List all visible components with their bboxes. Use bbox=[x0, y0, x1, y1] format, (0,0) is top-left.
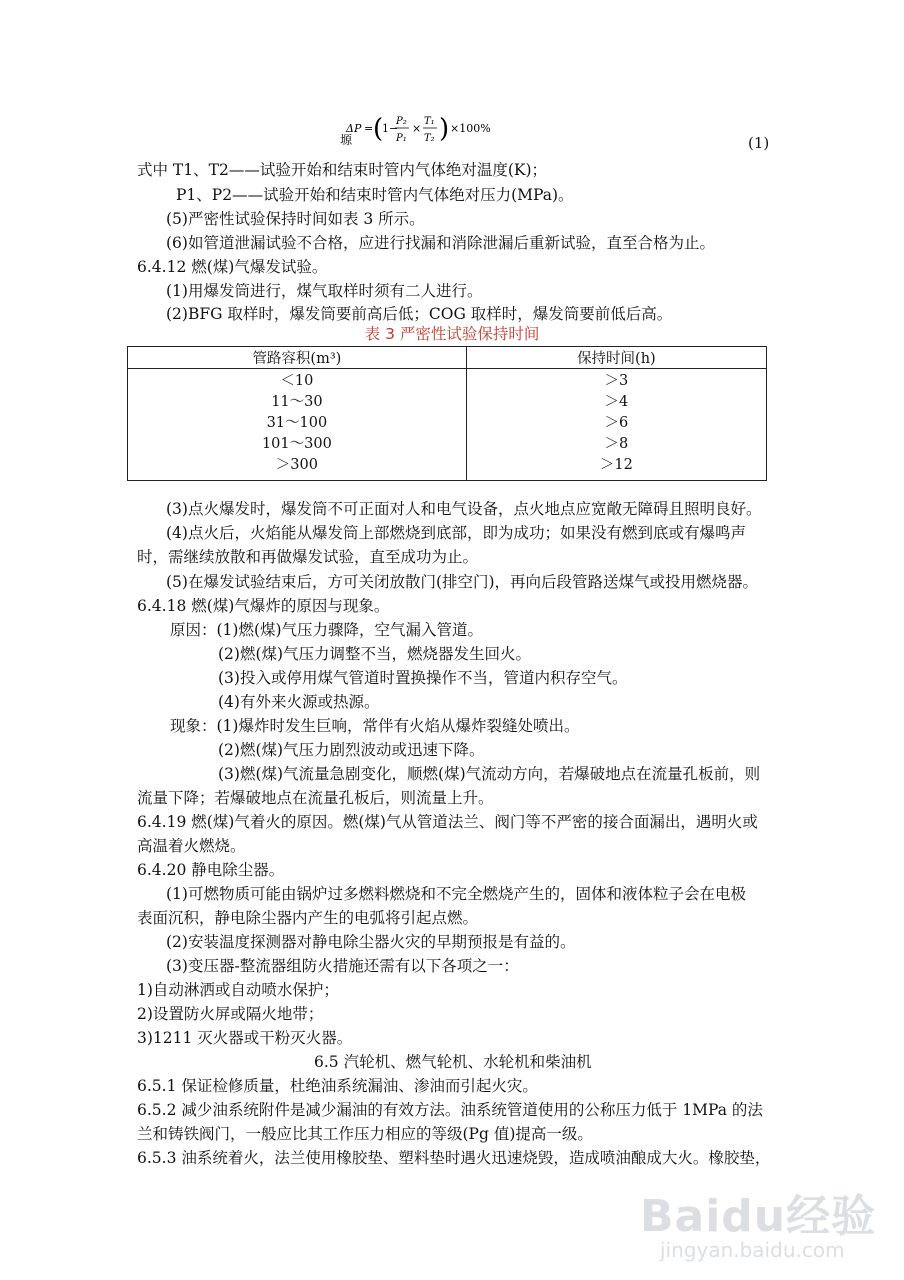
phenomenon-3-line-2: 流量下降；若爆破地点在流量孔板后，则流量上升。 bbox=[137, 789, 494, 807]
svg-text:T₁: T₁ bbox=[424, 116, 435, 127]
svg-text:×100%: ×100% bbox=[450, 122, 491, 135]
esp-item-3-sub-1: 1)自动淋洒或自动喷水保护； bbox=[137, 981, 339, 999]
table-row bbox=[128, 369, 767, 391]
section-6-4-20: 6.4.20 静电除尘器。 bbox=[137, 861, 285, 879]
paragraph-3: (3)点火爆发时，爆发筒不可正面对人和电气设备，点火地点应宽敞无障碍且照明良好。 bbox=[166, 500, 762, 518]
phenomenon-3-line-1: (3)燃(煤)气流量急剧变化，顺燃(煤)气流动方向，若爆破地点在流量孔板前，则 bbox=[218, 765, 761, 783]
where-t-line: 式中 T1、T2——试验开始和结束时管内气体绝对温度(K)； bbox=[137, 161, 548, 179]
section-6-4-12-item-2: (2)BFG 取样时，爆发筒要前高后低；COG 取样时，爆发筒要前低后高。 bbox=[166, 305, 673, 323]
svg-text:ΔP: ΔP bbox=[346, 122, 362, 135]
watermark-url: jingyan.baidu.com bbox=[660, 1238, 845, 1262]
svg-text:(: ( bbox=[373, 114, 384, 144]
table-cell-volume: 31～100 bbox=[128, 411, 467, 432]
table-cell-volume: 101～300 bbox=[128, 432, 467, 453]
watermark-logo: Baidu经验 bbox=[640, 1191, 877, 1242]
svg-text:): ) bbox=[439, 114, 450, 144]
svg-text:=: = bbox=[364, 122, 374, 135]
equation-number: (1) bbox=[748, 134, 770, 152]
cause-4: (4)有外来火源或热源。 bbox=[218, 693, 380, 711]
table-cell-time: ＞8 bbox=[466, 432, 766, 453]
section-6-4-19-line-1: 6.4.19 燃(煤)气着火的原因。燃(煤)气从管道法兰、阀门等不严密的接合面漏出，遇明火或 bbox=[137, 813, 758, 831]
paragraph-5b: (5)在爆发试验结束后，方可关闭放散门(排空门)，再向后段管路送煤气或投用燃烧器。 bbox=[166, 573, 759, 591]
svg-text:T₂: T₂ bbox=[424, 133, 435, 144]
table-cell-time: ＞4 bbox=[466, 390, 766, 411]
cause-3: (3)投入或停用煤气管道时置换操作不当，管道内积存空气。 bbox=[218, 669, 628, 687]
formula-graphic bbox=[340, 110, 520, 156]
table-row bbox=[128, 390, 767, 411]
section-heading-6-5: 6.5 汽轮机、燃气轮机、水轮机和柴油机 bbox=[314, 1053, 592, 1071]
phenomenon-2: (2)燃(煤)气压力剧烈波动或迅速下降。 bbox=[218, 741, 485, 759]
table-caption: 表 3 严密性试验保持时间 bbox=[364, 325, 540, 343]
table-cell-volume: ＞300 bbox=[128, 453, 467, 481]
table-cell-volume: 11～30 bbox=[128, 390, 467, 411]
table-header-time: 保持时间(h) bbox=[466, 347, 766, 369]
section-6-5-1: 6.5.1 保证检修质量，杜绝油系统漏油、渗油而引起火灾。 bbox=[137, 1077, 538, 1095]
esp-item-2: (2)安装温度探测器对静电除尘器火灾的早期预报是有益的。 bbox=[166, 933, 576, 951]
esp-item-1-line-2: 表面沉积，静电除尘器内产生的电弧将引起点燃。 bbox=[137, 909, 479, 927]
esp-item-3-sub-2: 2)设置防火屏或隔火地带； bbox=[137, 1005, 324, 1023]
esp-item-3-sub-3: 3)1211 灭火器或干粉灭火器。 bbox=[137, 1029, 353, 1047]
svg-text:P₂: P₂ bbox=[396, 116, 407, 127]
section-6-5-3: 6.5.3 油系统着火，法兰使用橡胶垫、塑料垫时遇火迅速烧毁，造成喷油酿成大火。橡胶垫， bbox=[137, 1149, 771, 1167]
paragraph-4-line-2: 时，需继续放散和再做爆发试验，直至成功为止。 bbox=[137, 548, 479, 566]
section-6-4-12-item-1: (1)用爆发筒进行，煤气取样时须有二人进行。 bbox=[166, 282, 483, 300]
formula-stray-glyph: 塬 bbox=[340, 133, 353, 147]
paragraph-5: (5)严密性试验保持时间如表 3 所示。 bbox=[166, 210, 425, 228]
section-6-5-2-line-1: 6.5.2 减少油系统附件是减少漏油的有效方法。油系统管道使用的公称压力低于 1MPa 的法 bbox=[137, 1101, 763, 1119]
svg-text:1−: 1− bbox=[382, 122, 399, 135]
paragraph-6: (6)如管道泄漏试验不合格，应进行找漏和消除泄漏后重新试验，直至合格为止。 bbox=[166, 234, 715, 252]
section-6-5-2-line-2: 兰和铸铁阀门，一般应比其工作压力相应的等级(Pg 值)提高一级。 bbox=[137, 1125, 593, 1143]
formula bbox=[340, 110, 520, 156]
esp-item-3: (3)变压器-整流器组防火措施还需有以下各项之一： bbox=[166, 957, 519, 975]
retention-time-table bbox=[127, 346, 767, 481]
cause-2: (2)燃(煤)气压力调整不当，燃烧器发生回火。 bbox=[218, 645, 532, 663]
table-header-row bbox=[128, 347, 767, 369]
table-header-volume: 管路容积(m³) bbox=[128, 347, 467, 369]
esp-item-1-line-1: (1)可燃物质可能由锅炉过多燃料燃烧和不完全燃烧产生的，固体和液体粒子会在电极 bbox=[166, 885, 746, 903]
table-cell-volume: ＜10 bbox=[128, 369, 467, 391]
section-6-4-12: 6.4.12 燃(煤)气爆发试验。 bbox=[137, 258, 328, 276]
section-6-4-19-line-2: 高温着火燃烧。 bbox=[137, 837, 246, 855]
table-cell-time: ＞12 bbox=[466, 453, 766, 481]
baidu-watermark bbox=[640, 1180, 890, 1270]
table-cell-time: ＞3 bbox=[466, 369, 766, 391]
svg-text:×: × bbox=[412, 122, 422, 135]
svg-text:P₁: P₁ bbox=[396, 133, 407, 144]
table-row bbox=[128, 411, 767, 432]
table-cell-time: ＞6 bbox=[466, 411, 766, 432]
phenomenon-1: 现象：(1)爆炸时发生巨响，常伴有火焰从爆炸裂缝处喷出。 bbox=[170, 717, 580, 735]
where-p-line: P1、P2——试验开始和结束时管内气体绝对压力(MPa)。 bbox=[176, 186, 574, 204]
paragraph-4-line-1: (4)点火后，火焰能从爆发筒上部燃烧到底部，即为成功；如果没有燃到底或有爆鸣声 bbox=[166, 524, 746, 542]
table-row bbox=[128, 453, 767, 481]
table-row bbox=[128, 432, 767, 453]
section-6-4-18: 6.4.18 燃(煤)气爆炸的原因与现象。 bbox=[137, 597, 390, 615]
cause-1: 原因：(1)燃(煤)气压力骤降，空气漏入管道。 bbox=[170, 621, 484, 639]
